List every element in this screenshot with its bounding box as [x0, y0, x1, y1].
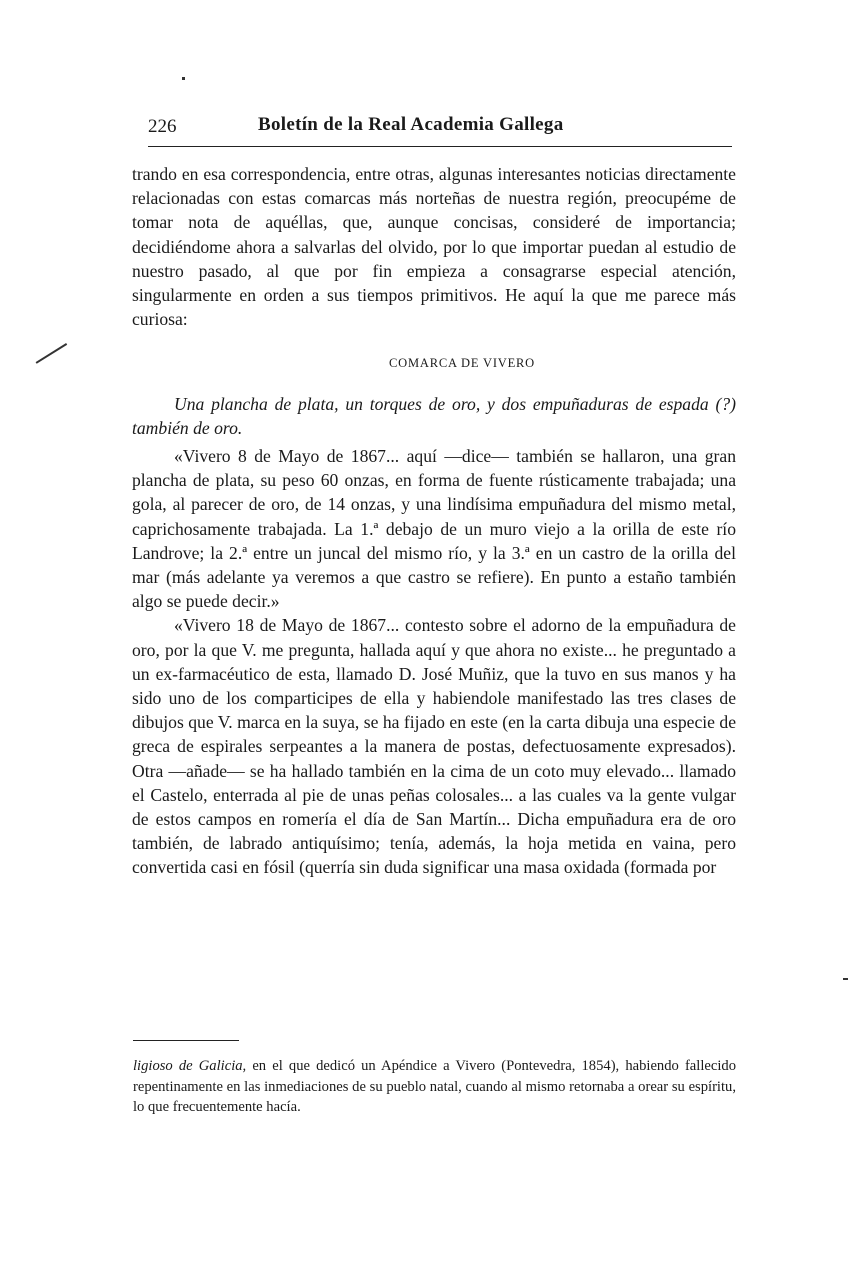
section-heading: COMARCA DE VIVERO	[388, 356, 536, 371]
scan-edge-mark	[843, 978, 848, 980]
page-number: 226	[148, 116, 177, 137]
footnote-text: en el que dedicó un Apéndice a Vivero (Pontevedra, 1854), habiendo fallecido repentinamente en las inmediaciones de su pueblo natal, cuando al mismo retornaba a orear su espíritu, lo que frecuentemente hacía.	[133, 1058, 736, 1115]
scan-stroke	[36, 343, 67, 363]
intro-paragraph: trando en esa correspondencia, entre otras, algunas interesantes noticias directamente relacionadas con estas comarcas más norteñas de nuestra región, preocupéme de tomar nota de aquéllas, que, aunque concisas, consideré de importancia; decidiéndome ahora a salvarlas del olvido, por lo que importar puedan al estudio de nuestro pasado, al que por fin empieza a consagrarse especial atención, singularmente en orden a sus tiempos primitivos. He aquí la que me parece más curiosa:	[132, 164, 736, 330]
main-text	[132, 162, 736, 880]
running-title: Boletín de la Real Academia Gallega	[258, 114, 564, 135]
footnote-divider	[133, 1040, 239, 1041]
footnote	[133, 1056, 736, 1118]
letter-quote-2: «Vivero 18 de Mayo de 1867... contesto sobre el adorno de la empuñadura de oro, por la que V. me pregunta, hallada aquí y que ahora no existe... he preguntado a un ex-farmacéutico de esta, llamado D. José Muñiz, que la tuvo en sus manos y ha sido uno de los comparticipes de ella y habiendole manifestado las tres clases de dibujos que V. marca en la suya, se ha fijado en este (en la carta dibuja una especie de greca de espirales serpeantes a la manera de postas, defectuosamente expresados). Otra —añade— se ha hallado también en la cima de un coto muy elevado... llamado el Castelo, enterrada al pie de unas peñas colosales... a las cuales va la gente vulgar de estos campos en romería el día de San Martín... Dicha empuñadura era de oro también, de labrado antiquísimo; tenía, además, la hoja metida en vaina, pero convertida casi en fósil (querría sin duda significar una masa oxidada (formada por	[132, 615, 736, 878]
letter-quote-1: «Vivero 8 de Mayo de 1867... aquí —dice— también se hallaron, una gran plancha de plata, su peso 60 onzas, en forma de fuente rústicamente trabajada; una gola, al parecer de oro, de 14 onzas, y una lindísima empuñadura del mismo metal, caprichosamente trabajada. La 1.ª debajo de un muro viejo a la orilla de este río Landrove; la 2.ª entre un juncal del mismo río, y la 3.ª en un castro de la orilla del mar (más adelante ya veremos a que castro se refiere). En punto a estaño también algo se puede decir.»	[132, 446, 736, 612]
page-header	[148, 112, 732, 147]
footnote-italic-lead: ligioso de Galicia,	[133, 1058, 247, 1074]
scan-speck	[182, 77, 185, 80]
section-subtitle: Una plancha de plata, un torques de oro, y dos empuñaduras de espada (?) también de oro.	[132, 393, 736, 438]
